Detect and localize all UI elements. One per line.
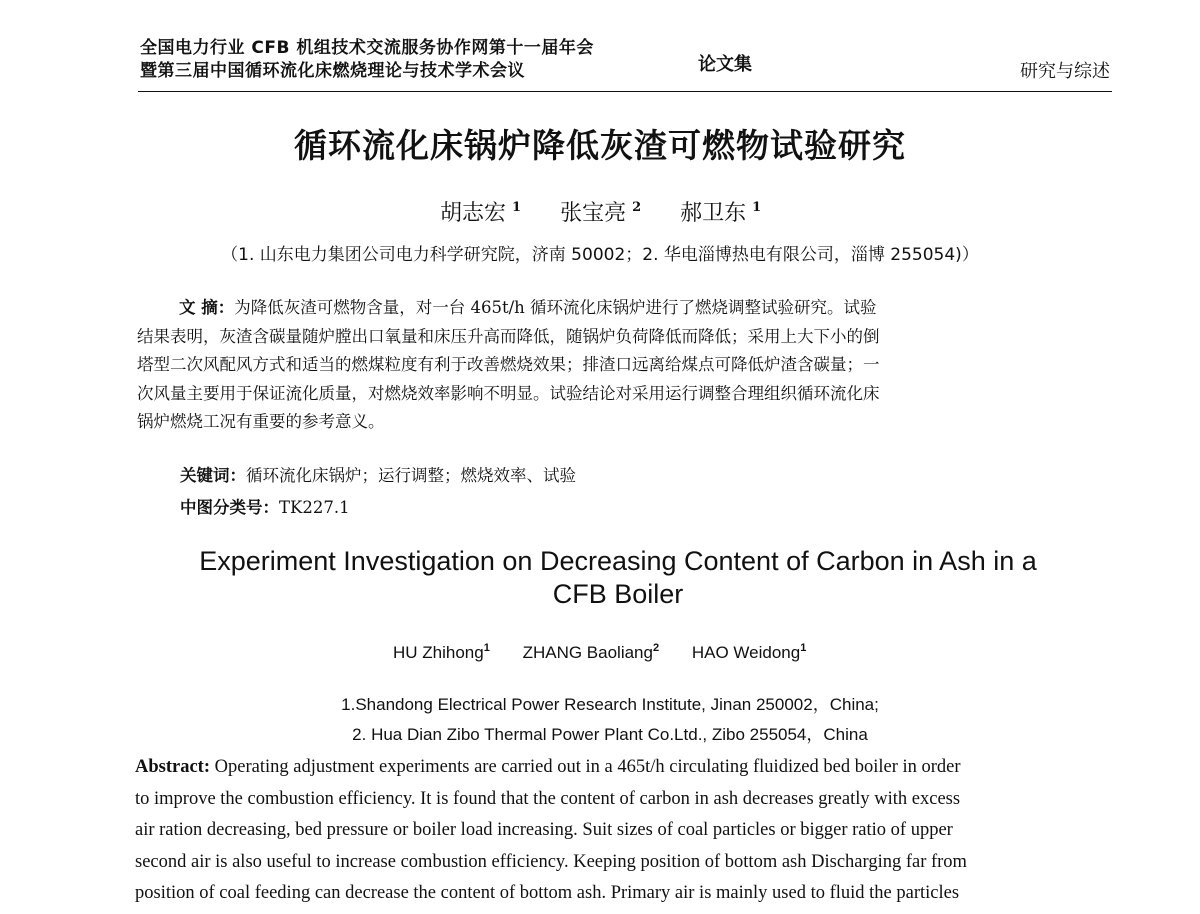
authors-cn (440, 196, 761, 227)
author-cn: 胡志宏 $^1$ (440, 200, 522, 226)
author-en: HU Zhihong$^1$ (393, 642, 490, 662)
title-en-line: Experiment Investigation on Decreasing Content of Carbon in Ash in a (199, 546, 1037, 576)
abstract-en-line: to improve the combustion efficiency. It is found that the content of carbon in ash decreases greatly with excess (135, 788, 961, 809)
author-en: ZHANG Baoliang$^2$ (522, 642, 660, 662)
conference-name (140, 37, 594, 83)
running-header (140, 37, 1110, 89)
abstract-cn-line: 次风量主要用于保证流化质量，对燃烧效率影响不明显。试验结论对采用运行调整合理组织循环流化床 (137, 383, 880, 403)
keywords-text: 循环流化床锅炉；运行调整；燃烧效率、试验 (246, 466, 576, 485)
author-en: HAO Weidong$^1$ (691, 642, 807, 662)
section-label: 研究与综述 (1020, 61, 1110, 82)
abstract-en-line: air ration decreasing, bed pressure or boiler load increasing. Suit sizes of coal particles or bigger ratio of upper (135, 820, 953, 840)
authors-en (393, 642, 806, 663)
abstract-cn-line: 塔型二次风配风方式和适当的燃煤粒度有利于改善燃烧效果；排渣口远离给煤点可降低炉渣含碳量；一 (137, 355, 880, 374)
affiliation-en-line: 2. Hua Dian Zibo Thermal Power Plant Co.Ltd., Zibo 255054，China (352, 725, 868, 744)
author-cn: 郝卫东 $^1$ (680, 200, 762, 226)
keywords (180, 462, 576, 486)
abstract-en-line: second air is also useful to increase combustion efficiency. Keeping position of bottom ash Discharging far from (135, 851, 967, 872)
affiliation-en (0, 690, 1200, 750)
conference-line-1: 全国电力行业 CFB 机组技术交流服务协作网第十一届年会 (140, 38, 594, 58)
affiliation-cn: （1. 山东电力集团公司电力科学研究院，济南 50002；2. 华电淄博热电有限公司，淄博 255054)） (221, 245, 979, 265)
title-en-line: CFB Boiler (552, 579, 684, 609)
affiliation-en-line: 1.Shandong Electrical Power Research Institute, Jinan 250002，China; (341, 695, 879, 714)
classification (180, 494, 350, 518)
abstract-cn-label: 文 摘： (179, 298, 235, 317)
abstract-en (135, 752, 1107, 910)
classification-label: 中图分类号： (180, 498, 279, 517)
abstract-cn-line: 为降低灰渣可燃物含量，对一台 465t/h 循环流化床锅炉进行了燃烧调整试验研究。试验 (234, 298, 877, 317)
classification-code: TK227.1 (279, 498, 350, 517)
abstract-cn-line: 结果表明，灰渣含碳量随炉膛出口氧量和床压升高而降低，随锅炉负荷降低而降低；采用上大下小的倒 (137, 326, 880, 346)
conference-line-2: 暨第三届中国循环流化床燃烧理论与技术学术会议 (140, 61, 525, 81)
header-rule (138, 91, 1112, 92)
abstract-en-line: Operating adjustment experiments are carried out in a 465t/h circulating fluidized bed boiler in order (210, 757, 961, 777)
keywords-label: 关键词： (180, 466, 246, 485)
abstract-cn (137, 294, 1107, 437)
author-cn: 张宝亮 $^2$ (560, 200, 642, 226)
abstract-en-label: Abstract: (135, 757, 211, 777)
title-cn: 循环流化床锅炉降低灰渣可燃物试验研究 (294, 126, 906, 165)
abstract-cn-line: 锅炉燃烧工况有重要的参考意义。 (137, 412, 385, 431)
title-en (0, 545, 1200, 611)
collection-label: 论文集 (698, 54, 752, 75)
abstract-en-line: position of coal feeding can decrease the content of bottom ash. Primary air is mainly used to fluid the particles (135, 883, 960, 903)
